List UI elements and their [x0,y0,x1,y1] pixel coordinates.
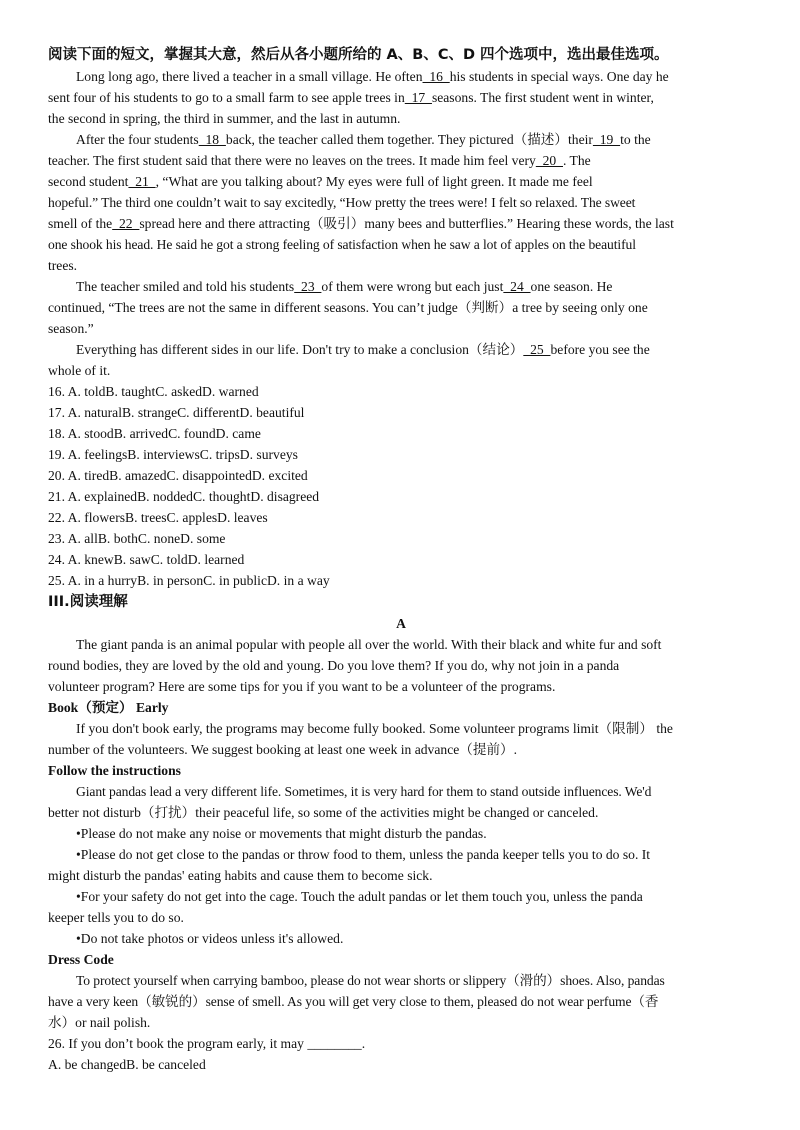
question-19: 19. A. feelingsB. interviewsC. tripsD. surveys [48,447,298,462]
bullet-item-continued: might disturb the pandas' eating habits and cause them to become sick. [48,868,433,883]
cloze-paragraph-line: After the four students 18 back, the teacher called them together. They pictured（描述）their 19 to the [76,132,651,147]
blank-21: 21 [128,174,156,189]
cloze-paragraph-line: one shook his head. He said he got a strong feeling of satisfaction when he saw a lot of apples on the beautiful [48,237,636,252]
intro-line: round bodies, they are loved by the old and young. Do you love them? If you do, why not join in a panda [48,658,620,673]
follow-line: better not disturb（打扰）their peaceful life, so some of the activities might be changed or canceled. [48,805,599,820]
dress-line: To protect yourself when carrying bamboo, please do not wear shorts or slippery（滑的）shoes. Also, pandas [76,973,665,988]
dress-line: 水）or nail polish. [48,1015,151,1030]
blank-22: 22 [112,216,140,231]
question-23: 23. A. allB. bothC. noneD. some [48,531,226,546]
blank-24: 24 [503,279,531,294]
blank-20: 20 [535,153,563,168]
book-line: number of the volunteers. We suggest booking at least one week in advance（提前）. [48,742,518,757]
book-early-heading: Book（预定） Early [48,700,169,715]
cloze-paragraph-line: trees. [48,258,78,273]
cloze-paragraph-line: second student 21 , “What are you talking about? My eyes were full of light green. It made me feel [48,174,593,189]
blank-19: 19 [592,132,621,147]
dress-code-heading: Dress Code [48,952,114,967]
question-26: 26. If you don’t book the program early, it may ________. [48,1036,366,1051]
intro-line: volunteer program? Here are some tips for you if you want to be a volunteer of the programs. [48,679,556,694]
question-26-options: A. be changedB. be canceled [48,1057,206,1072]
follow-instructions-heading: Follow the instructions [48,763,181,778]
bullet-item: •Please do not get close to the pandas or throw food to them, unless the panda keeper tells you to do so. It [76,847,651,862]
cloze-paragraph-line: Everything has different sides in our life. Don't try to make a conclusion（结论） 25 before you see the [76,342,650,357]
book-line: If you don't book early, the programs may become fully booked. Some volunteer programs limit（限制） the [76,721,673,736]
blank-23: 23 [294,279,322,294]
question-21: 21. A. explainedB. noddedC. thoughtD. disagreed [48,489,320,504]
blank-18: 18 [198,132,226,147]
question-24: 24. A. knewB. sawC. toldD. learned [48,552,245,567]
blank-17: 17 [404,90,432,105]
cloze-paragraph-line: sent four of his students to go to a small farm to see apple trees in 17 seasons. The first student went in winter, [48,90,654,105]
question-18: 18. A. stoodB. arrivedC. foundD. came [48,426,261,441]
cloze-paragraph-line: whole of it. [48,363,111,378]
cloze-paragraph-line: hopeful.” The third one couldn’t wait to say excitedly, “How pretty the trees were! I felt so relaxed. The sweet [48,195,636,210]
cloze-paragraph-line: The teacher smiled and told his students 23 of them were wrong but each just 24 one season. He [76,279,613,294]
section-title: III.阅读理解 [48,594,128,610]
cloze-paragraph-line: teacher. The first student said that there were no leaves on the trees. It made him feel very 20 . The [48,153,591,168]
blank-16: 16 [422,69,450,84]
intro-line: The giant panda is an animal popular with people all over the world. With their black and white fur and soft [76,637,662,652]
bullet-item-continued: keeper tells you to do so. [48,910,184,925]
blank-25: 25 [523,342,551,357]
cloze-paragraph-line: the second in spring, the third in summer, and the last in autumn. [48,111,401,126]
follow-line: Giant pandas lead a very different life. Sometimes, it is very hard for them to stand outside influences. We'd [76,784,652,799]
cloze-paragraph-line: continued, “The trees are not the same in different seasons. You can’t judge（判断）a tree by seeing only one [48,300,648,315]
question-17: 17. A. naturalB. strangeC. differentD. beautiful [48,405,305,420]
question-20: 20. A. tiredB. amazedC. disappointedD. excited [48,468,308,483]
exam-page [48,44,754,1075]
dress-line: have a very keen（敏锐的）sense of smell. As you will get very close to them, pleased do not wear perfume（香 [48,994,659,1009]
passage-label: A [396,616,406,631]
question-16: 16. A. toldB. taughtC. askedD. warned [48,384,259,399]
cloze-paragraph-line: Long long ago, there lived a teacher in a small village. He often 16 his students in special ways. One day he [76,69,669,84]
bullet-item: •Please do not make any noise or movements that might disturb the pandas. [76,826,487,841]
bullet-item: •For your safety do not get into the cage. Touch the adult pandas or let them touch you, unless the panda [76,889,643,904]
question-22: 22. A. flowersB. treesC. applesD. leaves [48,510,268,525]
cloze-paragraph-line: smell of the 22 spread here and there attracting（吸引）many bees and butterflies.” Hearing these words, the last [48,216,674,231]
question-25: 25. A. in a hurryB. in personC. in publicD. in a way [48,573,330,588]
cloze-instruction: 阅读下面的短文，掌握其大意，然后从各小题所给的 A、B、C、D 四个选项中，选出最佳选项。 [48,47,669,63]
cloze-paragraph-line: season.” [48,321,94,336]
bullet-item: •Do not take photos or videos unless it's allowed. [76,931,344,946]
